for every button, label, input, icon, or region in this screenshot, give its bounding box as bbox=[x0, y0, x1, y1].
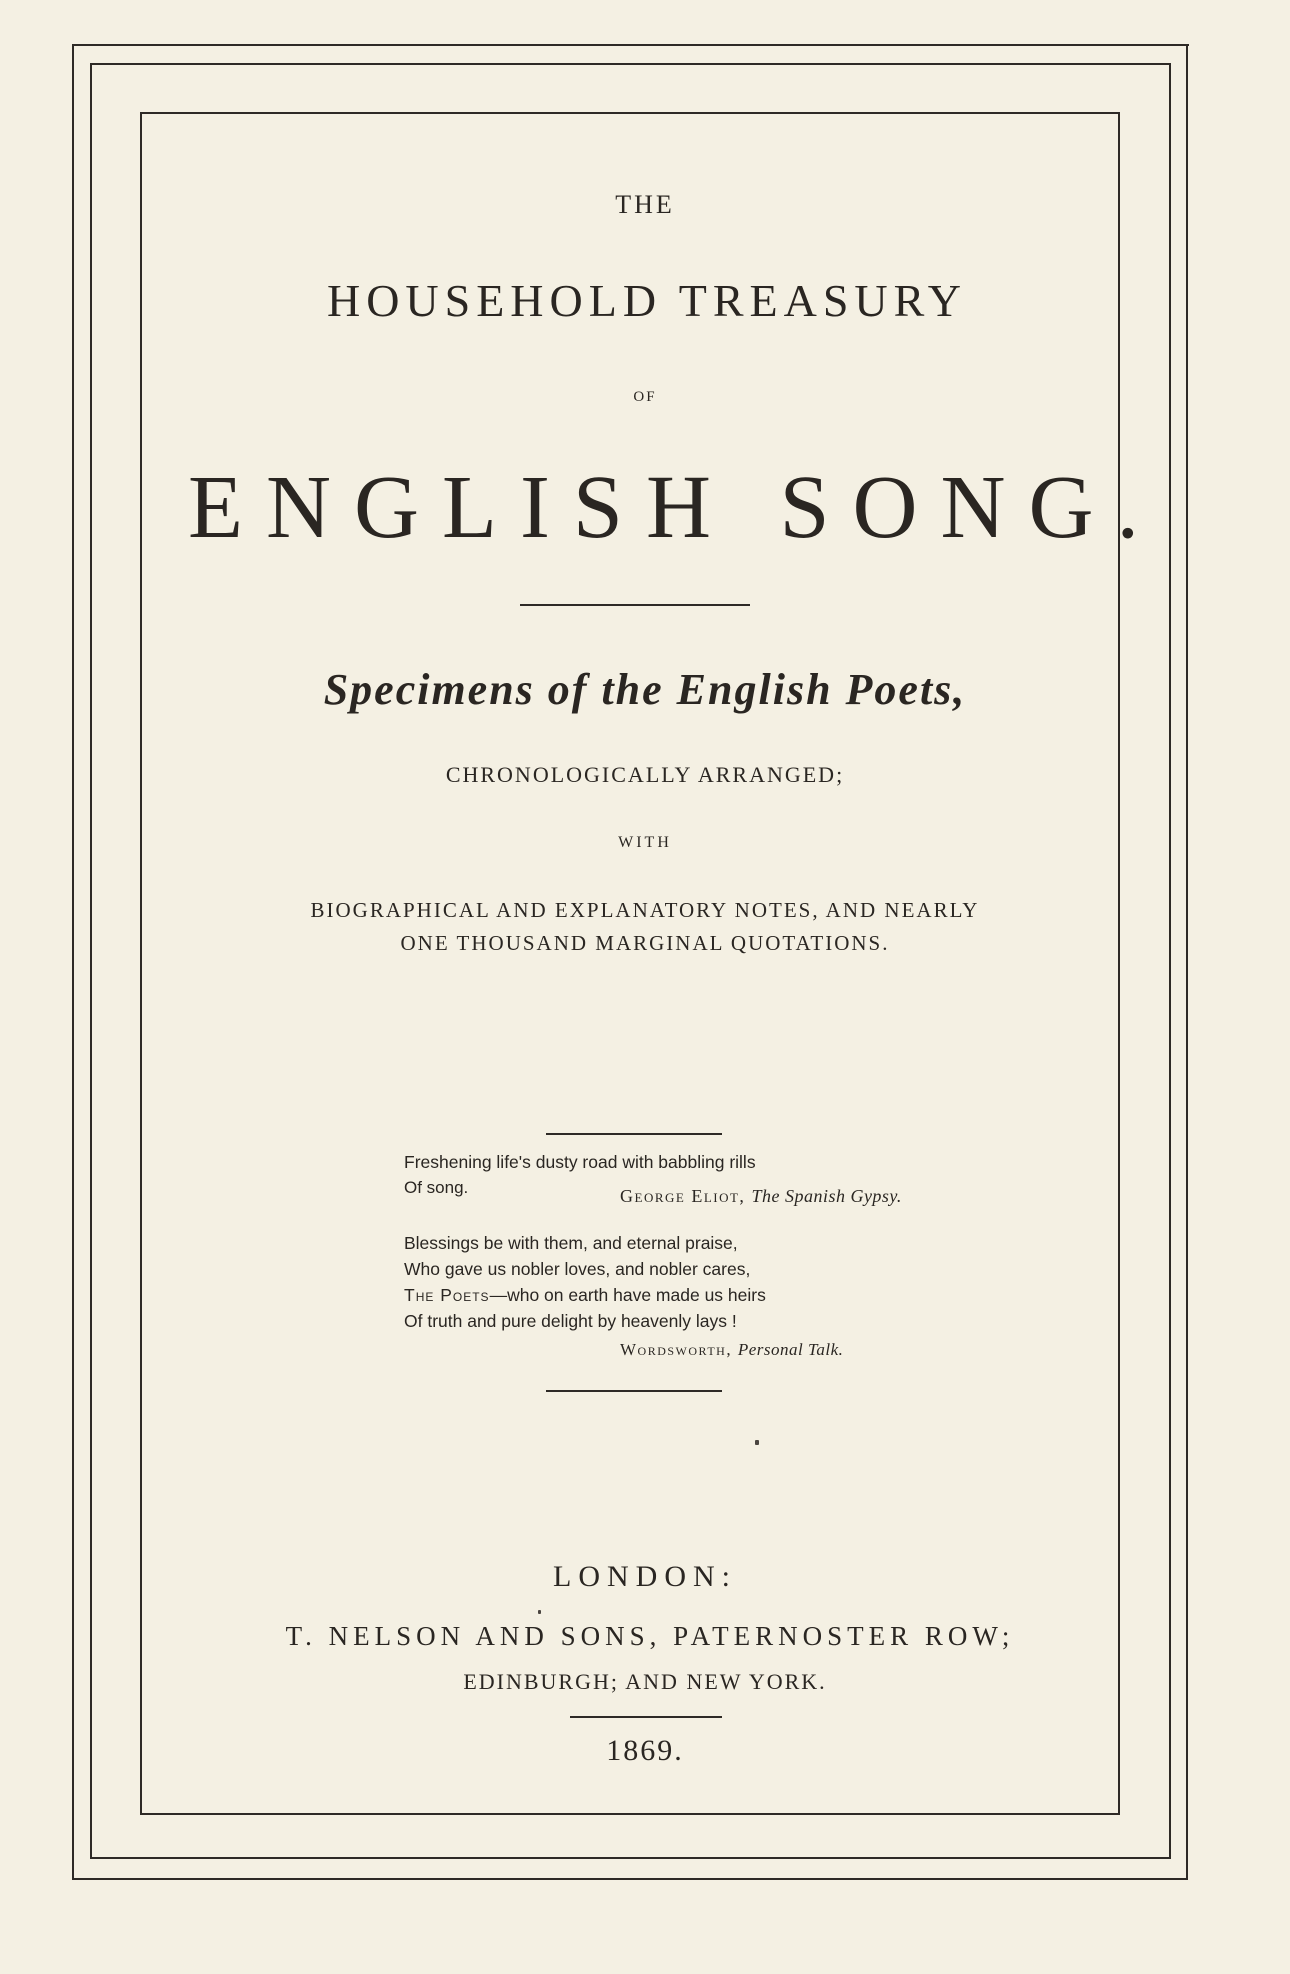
subtitle-specimens: Specimens of the English Poets, bbox=[323, 665, 967, 714]
imprint-london: LONDON: bbox=[553, 1560, 737, 1593]
epigraph-wordsworth-line-1: Blessings be with them, and eternal praise, bbox=[404, 1233, 738, 1253]
middle-border-top bbox=[90, 63, 1170, 65]
printer-mark bbox=[755, 1440, 759, 1445]
epigraph-eliot-line-2 bbox=[404, 1178, 1044, 1206]
epigraph-wordsworth-line-3 bbox=[404, 1285, 1044, 1306]
printer-mark-2 bbox=[538, 1610, 541, 1614]
subtitle-chronologically: CHRONOLOGICALLY ARRANGED; bbox=[445, 762, 845, 787]
epigraph-wordsworth-line-2: Who gave us nobler loves, and nobler cares, bbox=[404, 1259, 751, 1279]
divider-rule-4 bbox=[570, 1716, 722, 1718]
imprint-branches: EDINBURGH; AND NEW YORK. bbox=[463, 1669, 827, 1694]
work-spanish-gypsy: The Spanish Gypsy. bbox=[751, 1186, 902, 1206]
work-personal-talk: Personal Talk. bbox=[737, 1340, 844, 1359]
imprint-year: 1869. bbox=[606, 1734, 684, 1767]
subtitle-one-thousand: ONE THOUSAND MARGINAL QUOTATIONS. bbox=[400, 931, 890, 955]
subtitle-biographical: BIOGRAPHICAL AND EXPLANATORY NOTES, AND NEARLY bbox=[310, 898, 980, 922]
title-english-song: ENGLISH SONG. bbox=[188, 458, 1162, 557]
epigraph-wordsworth-line-4: Of truth and pure delight by heavenly lays ! bbox=[404, 1311, 737, 1331]
title-the: THE bbox=[615, 190, 675, 219]
the-poets-caps: The Poets bbox=[404, 1285, 490, 1305]
divider-rule-2 bbox=[546, 1133, 722, 1135]
middle-border-bottom bbox=[90, 1857, 1171, 1859]
author-wordsworth: Wordsworth, bbox=[620, 1340, 733, 1359]
author-george-eliot: George Eliot, bbox=[620, 1186, 746, 1206]
divider-rule-3 bbox=[546, 1390, 722, 1392]
line-3-rest: —who on earth have made us heirs bbox=[489, 1285, 766, 1305]
epigraph-eliot-line-1: Freshening life's dusty road with babbling rills bbox=[404, 1152, 756, 1172]
outer-border-top bbox=[72, 44, 1189, 46]
epigraph-wordsworth-attribution bbox=[620, 1340, 843, 1360]
title-household-treasury: HOUSEHOLD TREASURY bbox=[326, 275, 968, 326]
epigraph-eliot-text: Of song. bbox=[404, 1178, 469, 1197]
epigraph-eliot-attribution bbox=[620, 1186, 902, 1207]
divider-rule-1 bbox=[520, 604, 750, 606]
imprint-publisher: T. NELSON AND SONS, PATERNOSTER ROW; bbox=[285, 1621, 1015, 1651]
inner-border-bottom bbox=[140, 1813, 1120, 1815]
subtitle-with: WITH bbox=[618, 834, 672, 851]
title-of: OF bbox=[633, 389, 657, 405]
outer-border-bottom bbox=[72, 1878, 1188, 1880]
inner-border-top bbox=[140, 112, 1120, 114]
